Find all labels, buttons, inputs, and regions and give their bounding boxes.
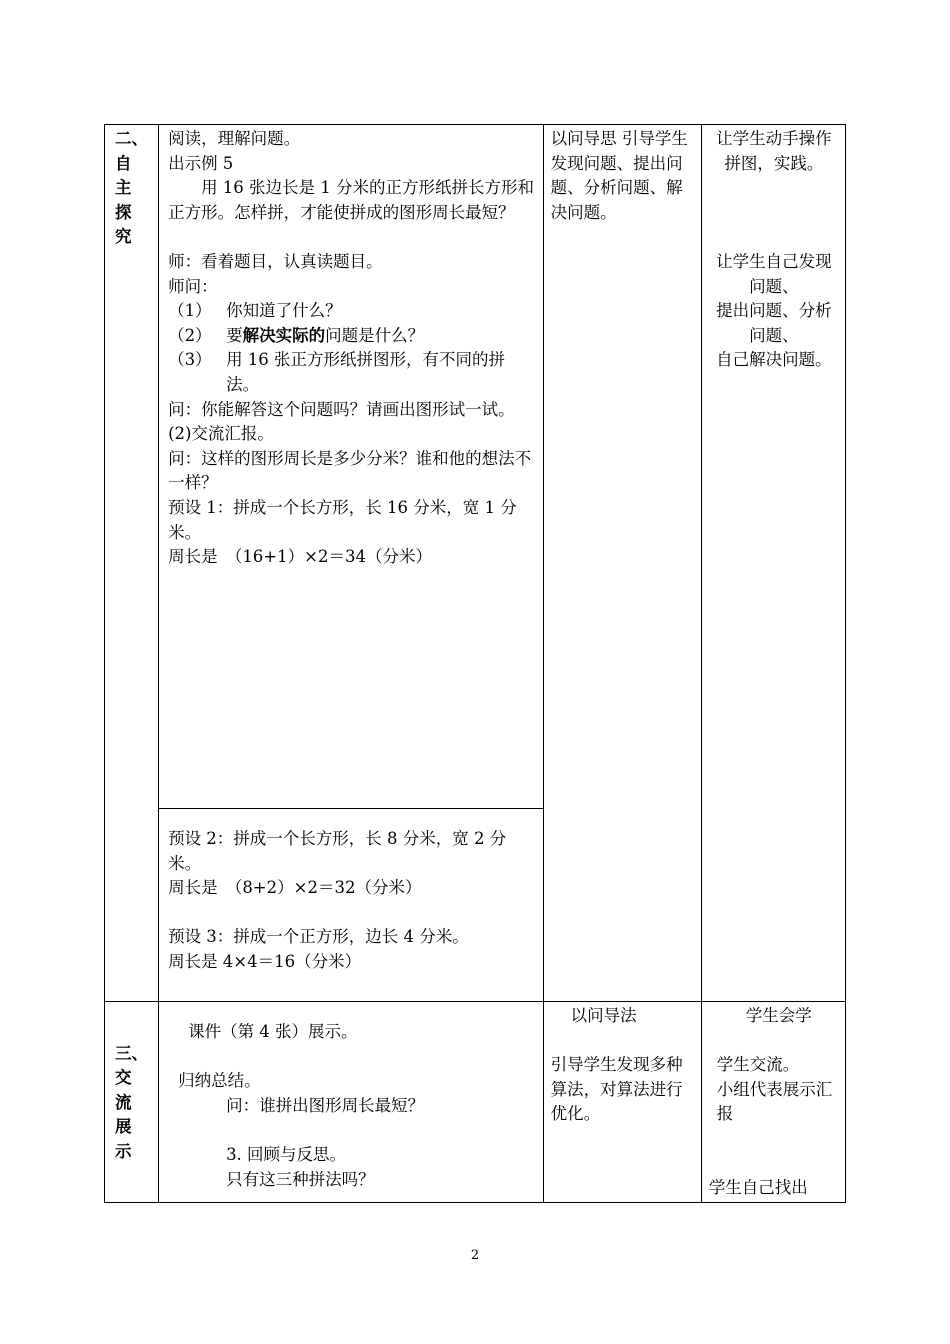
section-2-title-char: 主	[115, 178, 132, 198]
section-2-content-upper	[159, 125, 544, 809]
question-text: 你知道了什么？	[226, 301, 342, 321]
question-item	[168, 348, 537, 397]
section-3-row	[105, 1002, 846, 1203]
text-line: 只有这三种拼法吗？	[226, 1169, 375, 1189]
student-activity: 学生自己找出	[708, 1178, 808, 1198]
section-3-title-char: 三、	[115, 1043, 148, 1063]
question-number: （3）	[168, 350, 212, 370]
lesson-plan-table	[104, 124, 846, 1203]
text-line: 预设 1：拼成一个长方形，长 16 分米，宽 1 分米。	[168, 497, 517, 542]
teacher-activity: 引导学生发现多种算法，对算法进行优化。	[550, 1055, 683, 1124]
student-activity: 让学生动手操作拼图，实践。	[716, 129, 832, 173]
student-activity: 学生会学	[745, 1006, 812, 1025]
bold-text: 解决实际的	[242, 325, 326, 345]
text-line: 阅读，理解问题。	[168, 129, 301, 148]
section-2-title-char: 自	[115, 153, 132, 173]
text-line: 周长是 （16+1）×2＝34（分米）	[168, 547, 432, 567]
section-2-title-char: 探	[115, 202, 132, 222]
text-line: 课件（第 4 张）展示。	[188, 1022, 358, 1041]
text-line: 周长是 （8+2）×2＝32（分米）	[168, 878, 422, 898]
question-item	[168, 324, 537, 349]
text-line: 预设 2：拼成一个长方形，长 8 分米，宽 2 分米。	[168, 829, 507, 873]
text-line: 归纳总结。	[178, 1071, 261, 1091]
section-2-teacher-cell	[543, 125, 701, 1002]
page-number: 2	[470, 1248, 480, 1263]
section-3-title-char: 展	[115, 1117, 132, 1137]
teacher-activity: 以问导法	[570, 1006, 637, 1025]
student-activity: 自己解决问题。	[716, 350, 832, 370]
student-activity: 让学生自己发现问题、	[716, 251, 832, 296]
text-line: 师：看着题目，认真读题目。	[168, 251, 383, 271]
section-2-student-cell	[701, 125, 845, 1002]
section-3-content	[159, 1002, 544, 1203]
text-line: 出示例 5	[168, 153, 234, 173]
text-line: 师问：	[168, 276, 218, 296]
section-3-title-char: 示	[115, 1141, 132, 1161]
student-activity: 小组代表展示汇报	[716, 1079, 833, 1124]
text-line: 问：你能解答这个问题吗？请画出图形试一试。	[168, 399, 515, 419]
section-2-title-char: 究	[115, 227, 132, 247]
question-number: （1）	[168, 301, 212, 321]
student-activity: 学生交流。	[716, 1055, 800, 1075]
text-line: 预设 3：拼成一个正方形，边长 4 分米。	[168, 927, 469, 947]
section-2-row-upper	[105, 125, 846, 809]
text-line: (2)交流汇报。	[168, 424, 274, 444]
section-3-title-cell	[105, 1002, 159, 1203]
problem-statement: 用 16 张边长是 1 分米的正方形纸拼长方形和正方形。怎样拼，才能使拼成的图形周长最短？	[168, 178, 535, 222]
teacher-activity: 以问导思 引导学生发现问题、提出问题、分析问题、解决问题。	[550, 129, 688, 222]
section-3-title-char: 流	[115, 1092, 132, 1112]
question-number: （2）	[168, 325, 212, 345]
section-2-title-cell	[105, 125, 159, 1002]
text-line: 周长是 4×4＝16（分米）	[168, 951, 362, 971]
section-3-student-cell	[701, 1002, 845, 1203]
question-item	[168, 299, 537, 324]
question-text: 要解决实际的问题是什么？	[226, 325, 425, 345]
section-2-content-lower	[159, 809, 544, 1002]
question-text: 用 16 张正方形纸拼图形，有不同的拼法。	[226, 350, 506, 394]
student-activity: 提出问题、分析问题、	[716, 301, 832, 345]
section-3-title-char: 交	[115, 1068, 132, 1088]
section-3-teacher-cell	[543, 1002, 701, 1203]
text-line: 问：谁拼出图形周长最短？	[226, 1095, 425, 1115]
text-line: 问：这样的图形周长是多少分米？谁和他的想法不一样？	[168, 448, 532, 493]
section-2-title-char: 二、	[115, 129, 148, 148]
text-line: 3. 回顾与反思。	[226, 1144, 347, 1164]
